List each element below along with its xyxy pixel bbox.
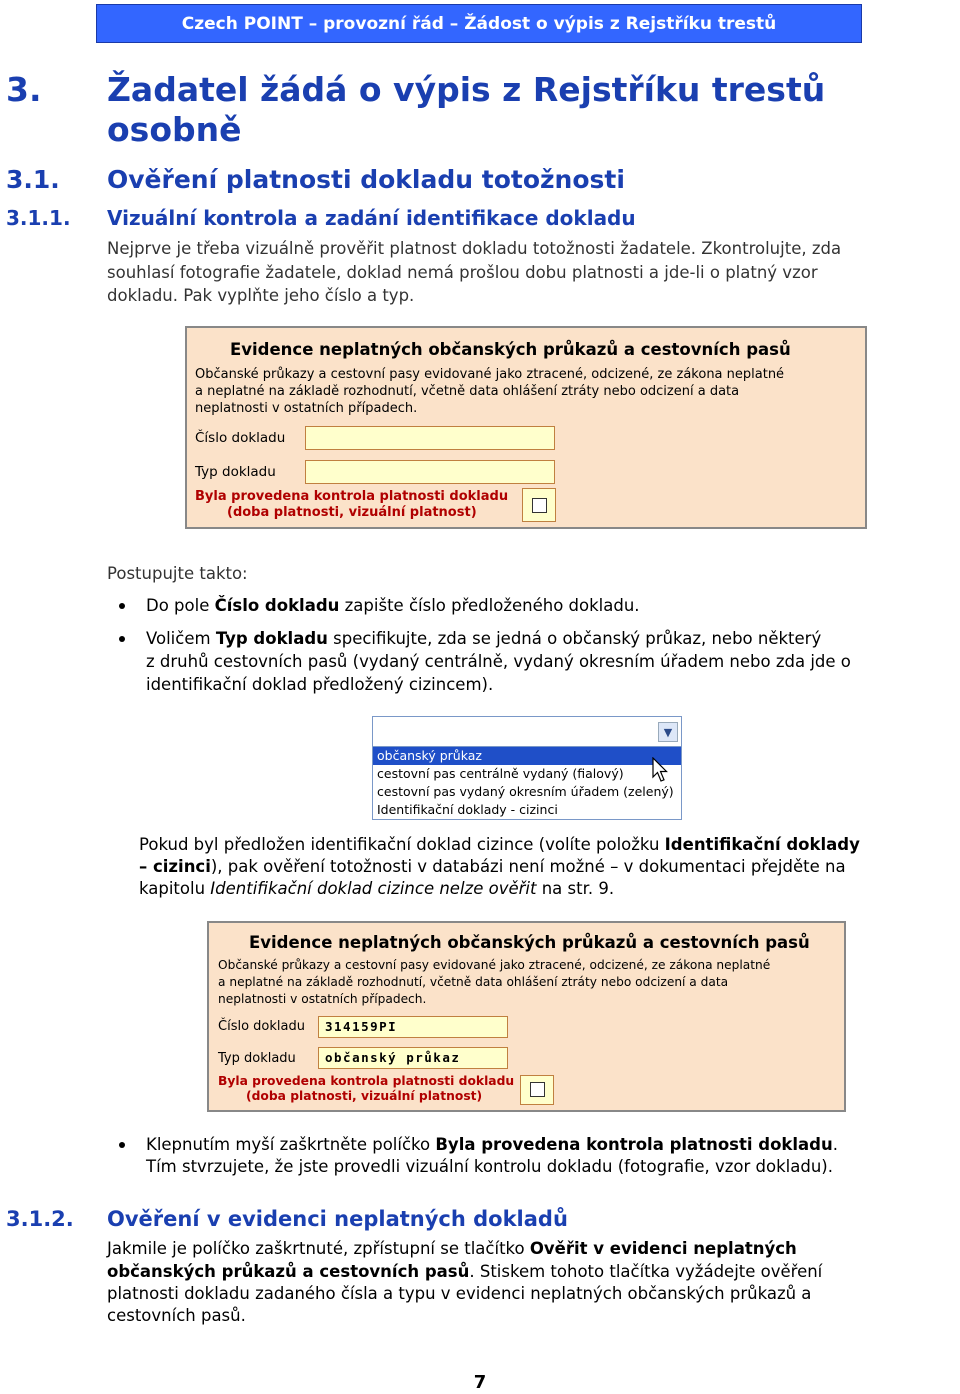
b1-bold: Číslo dokladu <box>214 596 340 615</box>
validity-checked-checkbox[interactable] <box>532 498 547 513</box>
form-panel-empty <box>185 326 867 529</box>
validity-checked-checkbox[interactable] <box>530 1082 545 1097</box>
label-document-number: Číslo dokladu <box>195 430 286 446</box>
section-3-1-number: 3.1. <box>6 165 60 194</box>
label-document-number: Číslo dokladu <box>218 1019 305 1034</box>
fn-l2-text: ), pak ověření totožnosti v databázi není možné – v dokumentaci přejděte na <box>210 857 846 876</box>
s312-l2-text: . Stiskem tohoto tlačítka vyžádejte ověření <box>469 1262 823 1281</box>
form-desc-line1: Občanské průkazy a cestovní pasy evidované jako ztracené, odcizené, ze zákona neplatné <box>218 958 771 972</box>
instruction-bullet-1 <box>146 595 640 617</box>
ci-text: Klepnutím myší zaškrtněte políčko <box>146 1135 436 1154</box>
section-3-title-line1: Žadatel žádá o výpis z Rejstříku trestů <box>107 70 826 109</box>
check-label-line2: (doba platnosti, vizuální platnost) <box>246 1089 483 1103</box>
foreigner-note-line2 <box>139 856 846 878</box>
b2-text: Voličem <box>146 629 216 648</box>
form-desc-line3: neplatnosti v ostatních případech. <box>195 401 418 416</box>
intro-paragraph-line3: dokladu. Pak vyplňte jeho číslo a typ. <box>107 286 415 305</box>
section-3-1-title: Ověření platnosti dokladu totožnosti <box>107 165 625 194</box>
section-3-1-2-line2 <box>107 1261 822 1283</box>
s312-l1-bold: Ověřit v evidenci neplatných <box>529 1239 797 1258</box>
page-number: 7 <box>473 1372 487 1393</box>
instruction-bullet-2-line1 <box>146 628 821 650</box>
check-label-line1: Byla provedena kontrola platnosti dokladu <box>218 1074 515 1088</box>
foreigner-note-line3 <box>139 878 614 900</box>
fn-l2-bold: – cizinci <box>139 857 211 876</box>
ci-bold: Byla provedena kontrola platnosti dokladu <box>435 1135 833 1154</box>
chevron-down-icon[interactable]: ▼ <box>658 722 678 742</box>
form-desc-line3: neplatnosti v ostatních případech. <box>218 992 427 1006</box>
bullet-icon <box>119 1142 125 1148</box>
section-3-1-1-number: 3.1.1. <box>6 206 71 230</box>
instruction-bullet-2-line2: z druhů cestovních pasů (vydaný centrálně, vydaný okresním úřadem nebo zda jde o <box>146 652 851 671</box>
form-desc-line2: a neplatné na základě rozhodnutí, včetně data ohlášení ztráty nebo odcizení a data <box>218 975 729 989</box>
bullet-icon <box>119 636 125 642</box>
instruction-bullet-2-line3: identifikační doklad předložený cizincem). <box>146 675 494 694</box>
form-desc-line1: Občanské průkazy a cestovní pasy evidované jako ztracené, odcizené, ze zákona neplatné <box>195 367 785 382</box>
section-3-1-2-title: Ověření v evidenci neplatných dokladů <box>107 1207 568 1231</box>
form-desc-line2: a neplatné na základě rozhodnutí, včetně data ohlášení ztráty nebo odcizení a data <box>195 384 740 399</box>
checkbox-instruction-line1 <box>146 1134 838 1156</box>
intro-paragraph-line2: souhlasí fotografie žadatele, doklad nemá prošlou dobu platnosti a jde-li o platný vzor <box>107 263 818 282</box>
section-3-1-2-line3: platnosti dokladu zadaného čísla a typu v evidenci neplatných občanských průkazů a <box>107 1284 812 1303</box>
section-3-number: 3. <box>6 70 42 109</box>
bullet-icon <box>119 603 125 609</box>
foreigner-note-line1 <box>139 834 860 856</box>
dropdown-option[interactable]: občanský průkaz <box>373 747 681 765</box>
fn-l3-text: kapitolu <box>139 879 211 898</box>
header-title: Czech POINT – provozní řád – Žádost o výpis z Rejstříku trestů <box>181 13 777 34</box>
b2-bold: Typ dokladu <box>215 629 328 648</box>
label-document-type: Typ dokladu <box>218 1051 296 1066</box>
document-header <box>96 4 862 43</box>
check-label-line2: (doba platnosti, vizuální platnost) <box>227 505 477 520</box>
document-number-input[interactable]: 314159PI <box>318 1016 508 1038</box>
fn-l3-post: na str. 9. <box>536 879 615 898</box>
b2-post: specifikujte, zda se jedná o občanský průkaz, nebo některý <box>327 629 822 648</box>
form-title: Evidence neplatných občanských průkazů a cestovních pasů <box>230 340 791 359</box>
document-type-select[interactable] <box>305 460 555 484</box>
b1-text: Do pole <box>146 596 215 615</box>
section-3-title-line2: osobně <box>107 110 242 149</box>
section-3-1-2-line1 <box>107 1238 797 1260</box>
dropdown-option[interactable]: cestovní pas vydaný okresním úřadem (zelený) <box>377 784 674 799</box>
s312-l2-bold: občanských průkazů a cestovních pasů <box>107 1262 470 1281</box>
dropdown-options-list <box>373 747 681 819</box>
checkbox-instruction-line2: Tím stvrzujete, že jste provedli vizuální kontrolu dokladu (fotografie, vzor dokladu). <box>146 1157 833 1176</box>
dropdown-option[interactable]: Identifikační doklady - cizinci <box>377 802 558 817</box>
s312-l1-text: Jakmile je políčko zaškrtnuté, zpřístupní se tlačítko <box>107 1239 530 1258</box>
section-3-1-1-title: Vizuální kontrola a zadání identifikace dokladu <box>107 206 636 230</box>
check-label-line1: Byla provedena kontrola platnosti dokladu <box>195 489 509 504</box>
form-title: Evidence neplatných občanských průkazů a cestovních pasů <box>249 933 810 952</box>
fn-l1-text: Pokud byl předložen identifikační doklad cizince (volíte položku <box>139 835 665 854</box>
dropdown-select-box[interactable] <box>373 717 681 747</box>
document-type-select[interactable]: občanský průkaz <box>318 1047 508 1069</box>
b1-post: zapište číslo předloženého dokladu. <box>339 596 640 615</box>
mouse-pointer-icon <box>652 757 668 783</box>
section-3-1-2-number: 3.1.2. <box>6 1207 74 1231</box>
ci-post: . <box>832 1135 838 1154</box>
label-document-type: Typ dokladu <box>195 464 276 480</box>
intro-paragraph-line1: Nejprve je třeba vizuálně prověřit platnost dokladu totožnosti žadatele. Zkontrolujte, zda <box>107 239 842 258</box>
document-type-dropdown <box>372 716 682 820</box>
fn-l3-italic: Identifikační doklad cizince nelze ověřit <box>210 879 537 898</box>
dropdown-option[interactable]: cestovní pas centrálně vydaný (fialový) <box>377 766 624 781</box>
section-3-1-2-line4: cestovních pasů. <box>107 1306 246 1325</box>
form-panel-filled <box>207 921 846 1112</box>
fn-l1-bold: Identifikační doklady <box>664 835 860 854</box>
instructions-intro: Postupujte takto: <box>107 564 248 583</box>
document-number-input[interactable] <box>305 426 555 450</box>
